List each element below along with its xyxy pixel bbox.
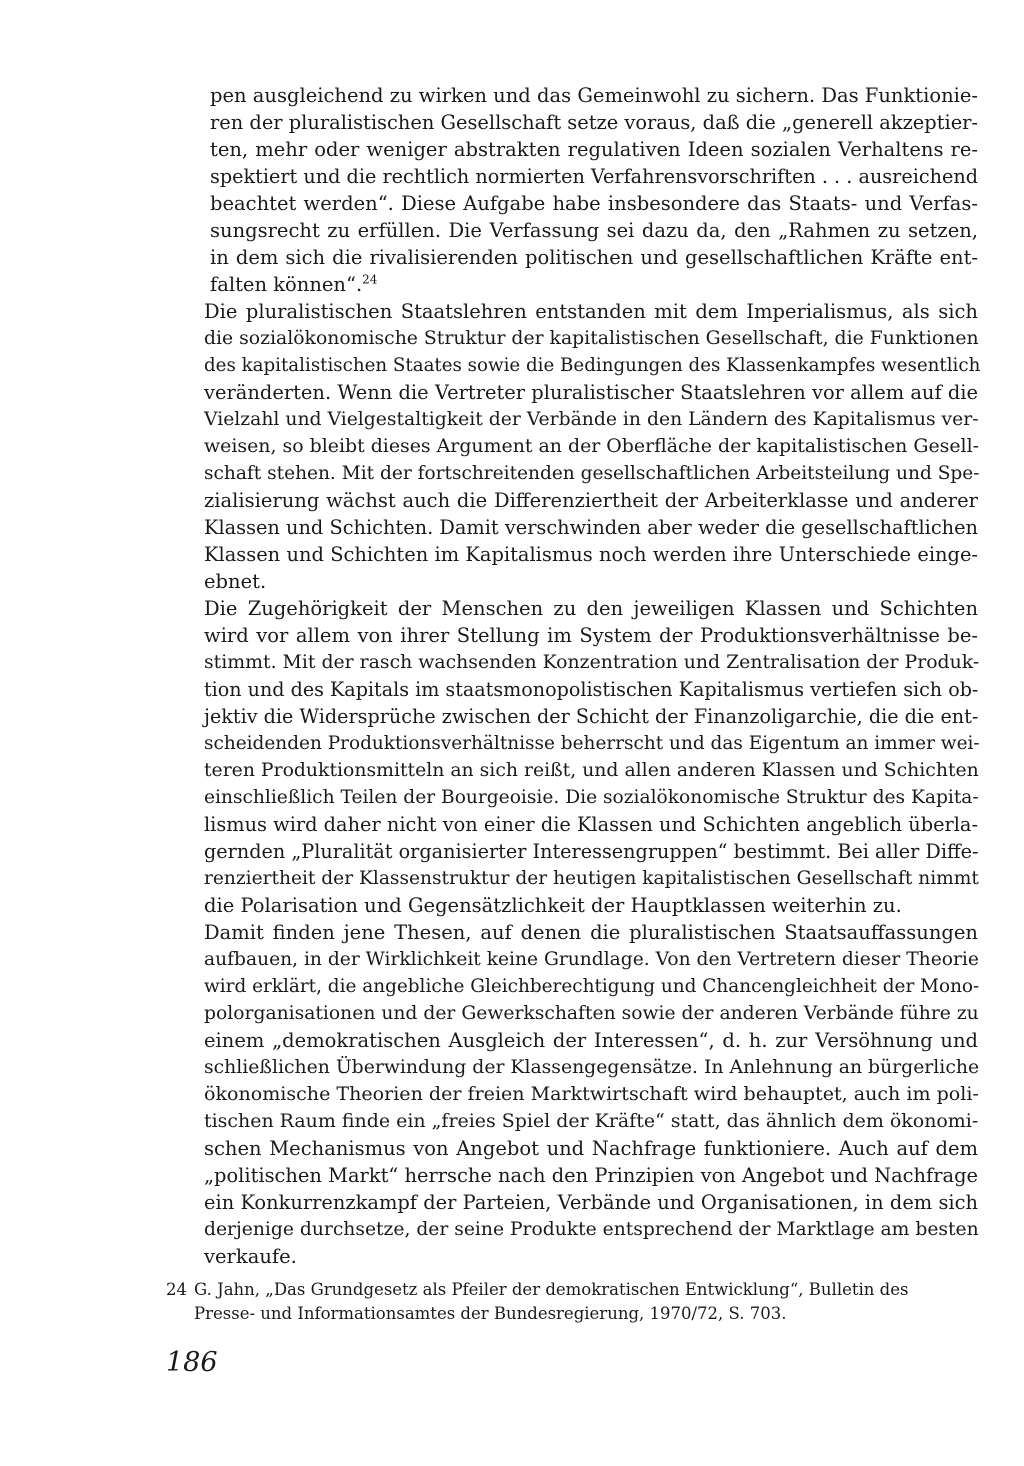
text-line: pen ausgleichend zu wirken und das Gemeinwohl zu sichern. Das Funktionie-: [210, 84, 978, 107]
text-line: ein Konkurrenzkampf der Parteien, Verbände und Organisationen, in dem sich: [204, 1191, 978, 1214]
footnote-reference: 24: [362, 272, 378, 287]
text-line: weisen, so bleibt dieses Argument an der Oberfläche der kapitalistischen Gesell-: [204, 435, 980, 457]
paragraph-2: [166, 298, 981, 595]
text-line: spektiert und die rechtlich normierten Verfahrensvorschriften . . . ausreichend: [210, 165, 978, 188]
text-line: des kapitalistischen Staates sowie die Bedingungen des Klassenkampfes wesentlich: [204, 355, 981, 376]
footnote: [166, 1278, 972, 1326]
text-line-last: [166, 271, 978, 298]
text-line: gernden „Pluralität organisierter Interessengruppen“ bestimmt. Bei aller Diffe-: [204, 840, 979, 863]
text-line-last: die Polarisation und Gegensätzlichkeit der Hauptklassen weiterhin zu.: [204, 894, 902, 917]
text-line: zialisierung wächst auch die Differenziertheit der Arbeiterklasse und anderer: [204, 489, 978, 512]
text-line: polorganisationen und der Gewerkschaften sowie der anderen Verbände führe zu: [204, 1003, 979, 1024]
footnote-line-1: [166, 1278, 972, 1302]
text-line: „politischen Markt“ herrsche nach den Prinzipien von Angebot und Nachfrage: [204, 1164, 978, 1187]
page-number: 186: [166, 1347, 218, 1378]
text-line: Vielzahl und Vielgestaltigkeit der Verbände in den Ländern des Kapitalismus ver-: [204, 409, 979, 430]
text-line: stimmt. Mit der rasch wachsenden Konzentration und Zentralisation der Produk-: [204, 652, 980, 673]
text-line: in dem sich die rivalisierenden politischen und gesellschaftlichen Kräfte ent-: [210, 246, 978, 269]
footnote-number: 24: [166, 1280, 187, 1299]
text-line: tion und des Kapitals im staatsmonopolistischen Kapitalismus vertiefen sich ob-: [204, 678, 979, 701]
text-line: aufbauen, in der Wirklichkeit keine Grundlage. Von den Vertretern dieser Theorie: [204, 949, 979, 970]
text-line: jektiv die Widersprüche zwischen der Schicht der Finanzoligarchie, die die ent-: [204, 705, 979, 728]
paragraph-4: [166, 919, 978, 1270]
text-line: Damit finden jene Thesen, auf denen die pluralistischen Staatsauffassungen: [204, 921, 978, 944]
text-line: schen Mechanismus von Angebot und Nachfrage funktioniere. Auch auf dem: [204, 1137, 978, 1160]
text-line: schließlichen Überwindung der Klassengegensätze. In Anlehnung an bürgerliche: [204, 1057, 980, 1078]
text-line: ren der pluralistischen Gesellschaft setze voraus, daß die „generell akzeptier-: [210, 111, 978, 134]
text-line: Die pluralistischen Staatslehren entstanden mit dem Imperialismus, als sich: [204, 300, 978, 323]
page-body: [166, 82, 981, 1270]
text-line-last: ebnet.: [204, 570, 267, 593]
text-line: Klassen und Schichten. Damit verschwinden aber weder die gesellschaftlichen: [204, 516, 978, 539]
text-line: wird vor allem von ihrer Stellung im System der Produktionsverhältnisse be-: [204, 624, 978, 647]
text-line: wird erklärt, die angebliche Gleichberechtigung und Chancengleichheit der Mono-: [204, 976, 980, 997]
text-line: teren Produktionsmitteln an sich reißt, und allen anderen Klassen und Schichten: [204, 760, 979, 781]
text-line: scheidenden Produktionsverhältnisse beherrscht und das Eigentum an immer wei-: [204, 733, 980, 754]
text-line: die sozialökonomische Struktur der kapitalistischen Gesellschaft, die Funktionen: [204, 328, 979, 349]
footnote-line-2: Presse- und Informationsamtes der Bundesregierung, 1970/72, S. 703.: [194, 1304, 787, 1323]
text-line: beachtet werden“. Diese Aufgabe habe insbesondere das Staats- und Verfas-: [210, 192, 978, 215]
paragraph-3: [166, 595, 978, 919]
text-line: schaft stehen. Mit der fortschreitenden gesellschaftlichen Arbeitsteilung und Spe-: [204, 463, 980, 484]
paragraph-1: [166, 82, 978, 298]
text-line: Klassen und Schichten im Kapitalismus noch werden ihre Unterschiede einge-: [204, 543, 978, 566]
text-line: sungsrecht zu erfüllen. Die Verfassung sei dazu da, den „Rahmen zu setzen,: [210, 219, 978, 242]
text-line: veränderten. Wenn die Vertreter pluralistischer Staatslehren vor allem auf die: [204, 381, 978, 404]
text-line: ten, mehr oder weniger abstrakten regulativen Ideen sozialen Verhaltens re-: [210, 138, 978, 161]
text-line: renziertheit der Klassenstruktur der heutigen kapitalistischen Gesellschaft nimmt: [204, 868, 979, 889]
text-line: lismus wird daher nicht von einer die Klassen und Schichten angeblich überla-: [204, 813, 978, 836]
text-line: derjenige durchsetze, der seine Produkte entsprechend der Marktlage am besten: [204, 1219, 979, 1240]
text-line: Die Zugehörigkeit der Menschen zu den jeweiligen Klassen und Schichten: [204, 597, 978, 620]
text-fragment: falten können“.: [210, 273, 363, 296]
text-line-last: verkaufe.: [204, 1245, 297, 1268]
text-line: einschließlich Teilen der Bourgeoisie. Die sozialökonomische Struktur des Kapita-: [204, 787, 979, 808]
text-line: ökonomische Theorien der freien Marktwirtschaft wird behauptet, auch im poli-: [204, 1083, 979, 1105]
footnote-text: G. Jahn, „Das Grundgesetz als Pfeiler der demokratischen Entwicklung“, Bulletin des: [194, 1280, 909, 1299]
text-line: tischen Raum finde ein „freies Spiel der Kräfte“ statt, das ähnlich dem ökonomi-: [204, 1110, 979, 1132]
text-line: einem „demokratischen Ausgleich der Interessen“, d. h. zur Versöhnung und: [204, 1029, 978, 1052]
